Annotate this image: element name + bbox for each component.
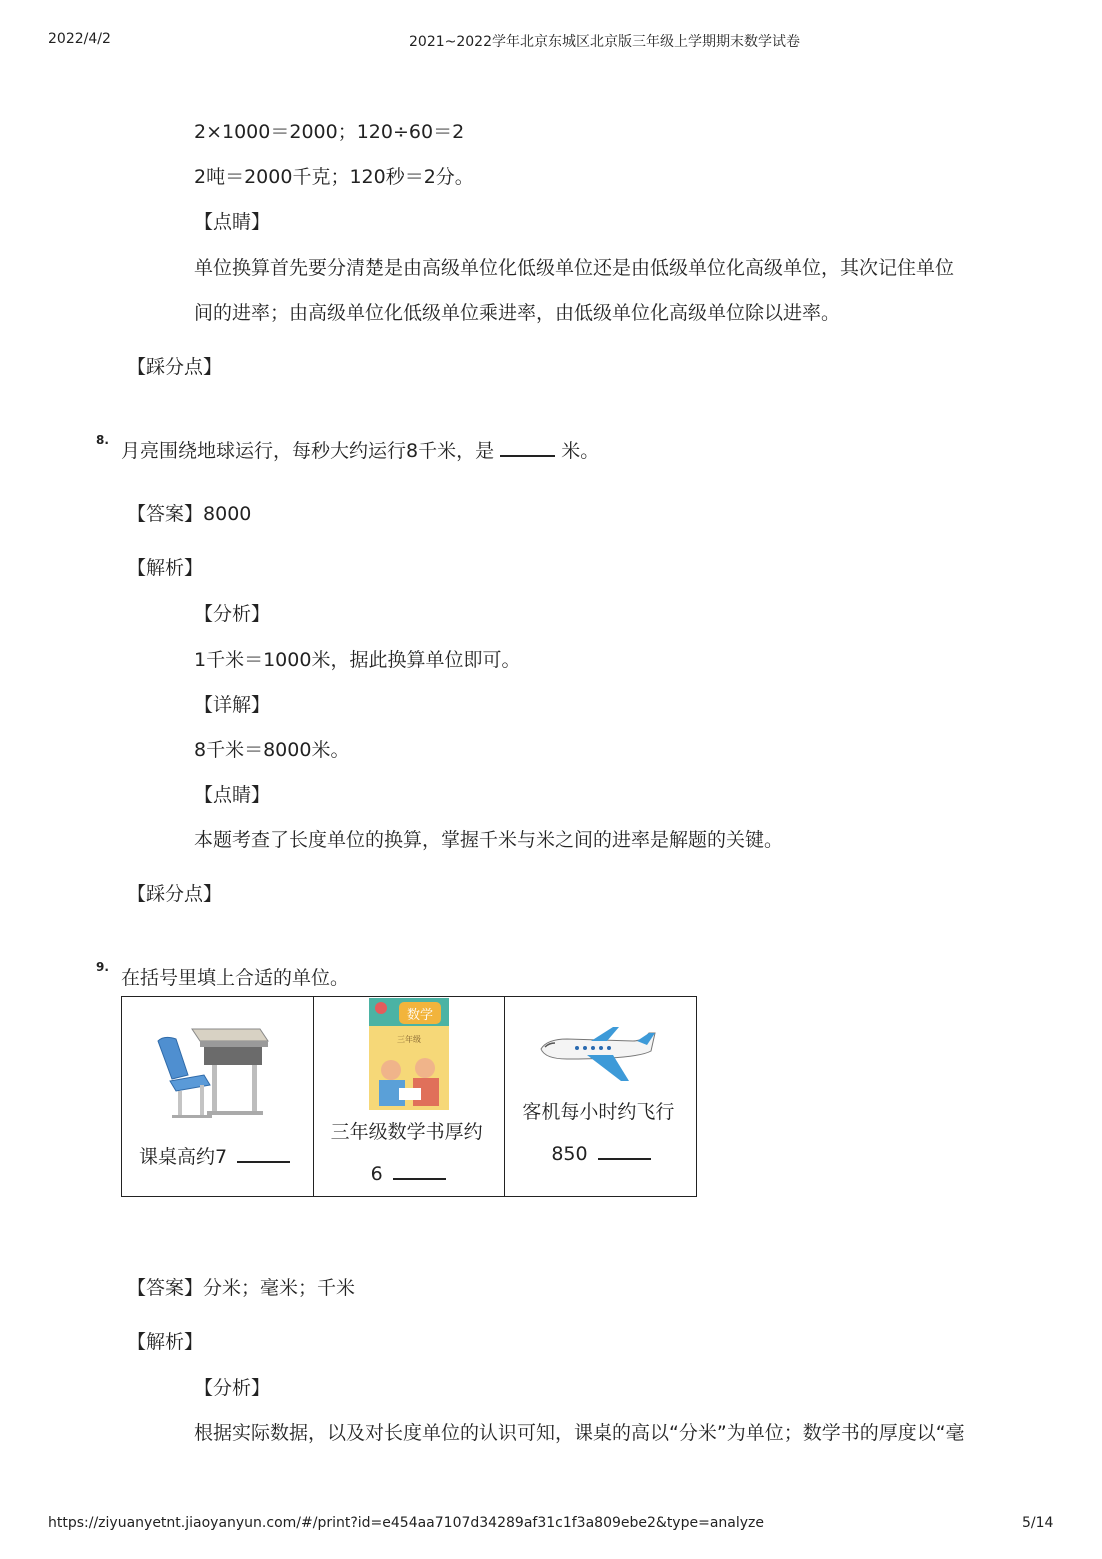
- unit-table: [121, 996, 697, 1197]
- prev-dianjing-label: 【点睛】: [194, 211, 271, 233]
- answer-value: 8000: [203, 503, 252, 525]
- prev-dianjing-line-2: 间的进率；由高级单位化低级单位乘进率，由低级单位化高级单位除以进率。: [194, 302, 841, 324]
- question-8-dianjing-text: 本题考查了长度单位的换算，掌握千米与米之间的进率是解题的关键。: [194, 829, 784, 851]
- plane-speed-value: 850: [551, 1143, 588, 1165]
- prev-caifen-label: 【踩分点】: [127, 356, 223, 378]
- question-8-xiangjie-label: 【详解】: [194, 694, 271, 716]
- plane-speed-value-line: [551, 1143, 650, 1165]
- page-number: 5/14: [1022, 1515, 1054, 1531]
- book-thickness-value-line: [371, 1163, 446, 1185]
- question-9-stem: 在括号里填上合适的单位。: [121, 967, 350, 989]
- desk-unit-blank: [237, 1159, 290, 1163]
- page-url: https://ziyuanyetnt.jiaoyanyun.com/#/print?id=e454aa7107d34289af31c1f3a809ebe2&type=analyze: [48, 1515, 764, 1531]
- plane-unit-blank: [598, 1156, 651, 1160]
- question-9-jiexi-label: 【解析】: [127, 1331, 204, 1353]
- desk-height-text: [139, 1142, 290, 1169]
- question-9-fenxi-text: 根据实际数据，以及对长度单位的认识可知，课桌的高以“分米”为单位；数学书的厚度以“毫: [194, 1422, 965, 1444]
- book-unit-blank: [393, 1176, 446, 1180]
- question-8-stem-text: 月亮围绕地球运行，每秒大约运行8千米，是: [121, 440, 495, 462]
- unit-cell-book: [313, 997, 505, 1197]
- question-8-stem-unit: 米。: [561, 440, 600, 462]
- question-8-jiexi-label: 【解析】: [127, 557, 204, 579]
- prev-dianjing-line-1: 单位换算首先要分清楚是由高级单位化低级单位还是由低级单位化高级单位，其次记住单位: [194, 257, 955, 279]
- question-8-number: 8.: [96, 433, 109, 447]
- question-8-dianjing-label: 【点睛】: [194, 784, 271, 806]
- question-8-stem: [121, 436, 599, 463]
- unit-cell-desk: [122, 997, 314, 1197]
- question-8-fenxi-text: 1千米＝1000米，据此换算单位即可。: [194, 649, 521, 671]
- book-cover-grade: 三年级: [396, 1035, 421, 1044]
- math-book-image: [369, 998, 449, 1110]
- plane-speed-label: 客机每小时约飞行: [522, 1101, 675, 1123]
- prev-calc-line-2: 2吨＝2000千克；120秒＝2分。: [194, 166, 474, 188]
- answer-label: 【答案】: [127, 1277, 204, 1299]
- airplane-image: [537, 1023, 657, 1085]
- book-thickness-label: 三年级数学书厚约: [330, 1121, 483, 1143]
- question-8-blank: [500, 453, 555, 457]
- unit-cell-plane: [505, 997, 697, 1197]
- book-cover-title: 数学: [406, 1008, 433, 1023]
- answer-label: 【答案】: [127, 503, 204, 525]
- question-9-fenxi-label: 【分析】: [194, 1377, 271, 1399]
- question-8-fenxi-label: 【分析】: [194, 603, 271, 625]
- print-date: 2022/4/2: [48, 31, 111, 47]
- desk-chair-image: [152, 1021, 282, 1121]
- answer-value: 分米；毫米；千米: [203, 1277, 356, 1299]
- prev-calc-line-1: 2×1000＝2000；120÷60＝2: [194, 121, 465, 143]
- question-9-answer: [127, 1273, 355, 1300]
- book-thickness-value: 6: [370, 1163, 383, 1185]
- document-title: 2021~2022学年北京东城区北京版三年级上学期期末数学试卷: [409, 34, 800, 50]
- question-8-answer: [127, 499, 251, 526]
- question-8-caifen-label: 【踩分点】: [127, 883, 223, 905]
- question-9-number: 9.: [96, 960, 109, 974]
- question-8-xiangjie-text: 8千米＝8000米。: [194, 739, 350, 761]
- desk-height-label: 课桌高约7: [139, 1146, 228, 1168]
